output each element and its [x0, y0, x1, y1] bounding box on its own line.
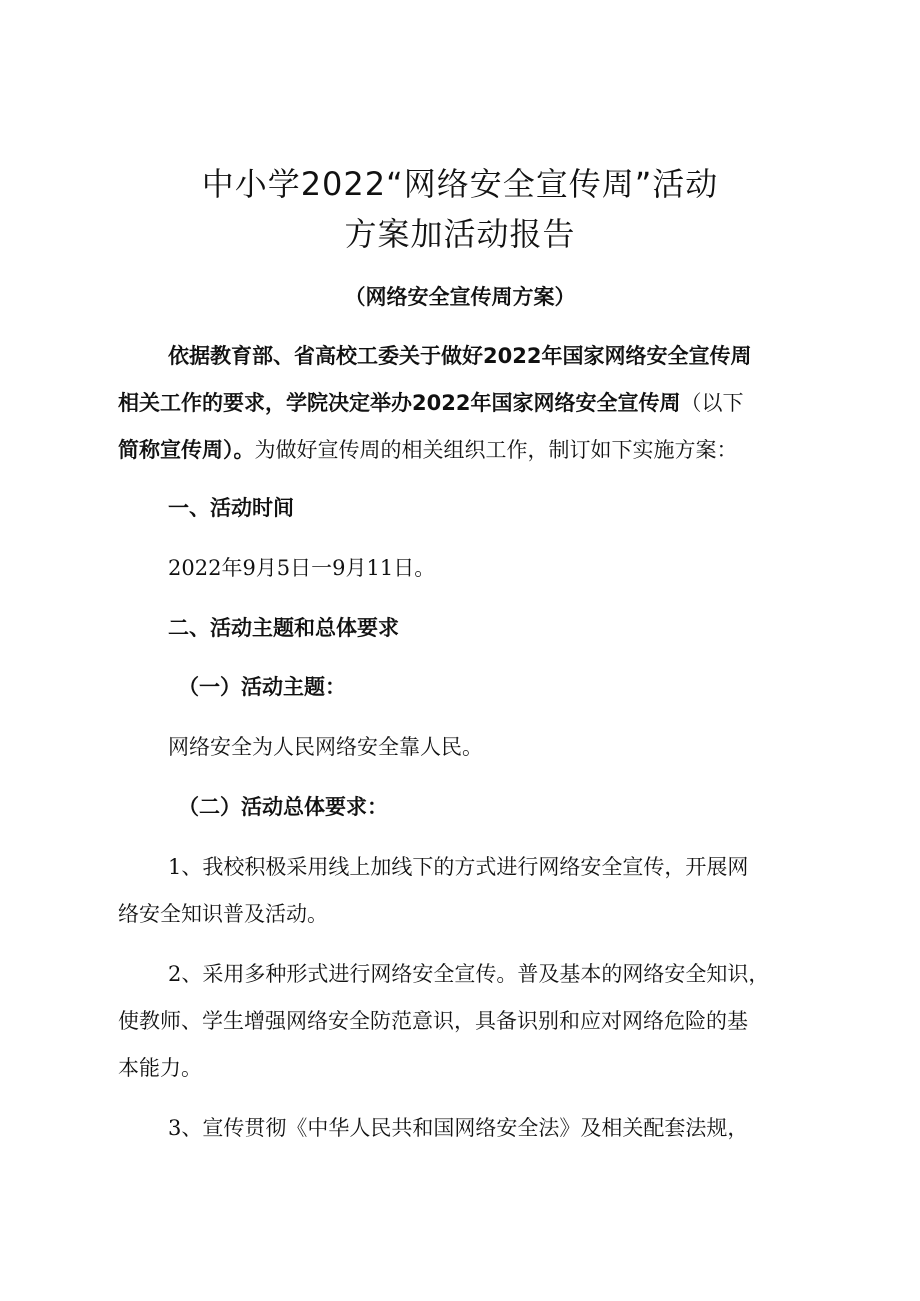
item-1-line-1: 1、我校积极采用线上加线下的方式进行网络安全宣传，开展网: [168, 855, 749, 879]
item-2-line-3: 本能力。: [118, 1056, 202, 1080]
section-2-heading: 二、活动主题和总体要求: [168, 616, 399, 640]
intro-line-3: [118, 440, 738, 461]
intro-line-1: 依据教育部、省高校工委关于做好2022年国家网络安全宣传周: [168, 344, 752, 368]
item-1-line-2: 络安全知识普及活动。: [118, 902, 328, 926]
section-1-heading: 一、活动时间: [168, 496, 294, 520]
document-subtitle: （网络安全宣传周方案）: [344, 285, 576, 309]
item-2-line-2: 使教师、学生增强网络安全防范意识，具备识别和应对网络危险的基: [118, 1009, 748, 1033]
intro-line-3-normal: 为做好宣传周的相关组织工作，制订如下实施方案：: [254, 438, 738, 462]
item-2-line-1: 2、采用多种形式进行网络安全宣传。普及基本的网络安全知识，: [168, 962, 770, 986]
intro-line-3-bold: 简称宣传周）。: [118, 438, 255, 462]
document-title-line-1: 中小学2022“网络安全宣传周”活动: [201, 165, 719, 203]
intro-line-2: [118, 393, 743, 414]
subsection-1-heading: （一）活动主题：: [178, 675, 346, 699]
subsection-1-content: 网络安全为人民网络安全靠人民。: [168, 735, 483, 759]
document-title-line-2: 方案加活动报告: [344, 215, 576, 253]
section-1-content: 2022年9月5日一9月11日。: [168, 556, 436, 580]
intro-line-2-bold: 相关工作的要求，学院决定举办2022年国家网络安全宣传周: [118, 391, 681, 415]
item-3-line-1: 3、宣传贯彻《中华人民共和国网络安全法》及相关配套法规，: [168, 1116, 749, 1140]
subsection-2-heading: （二）活动总体要求：: [178, 795, 388, 819]
intro-line-2-normal: （以下: [680, 391, 744, 415]
